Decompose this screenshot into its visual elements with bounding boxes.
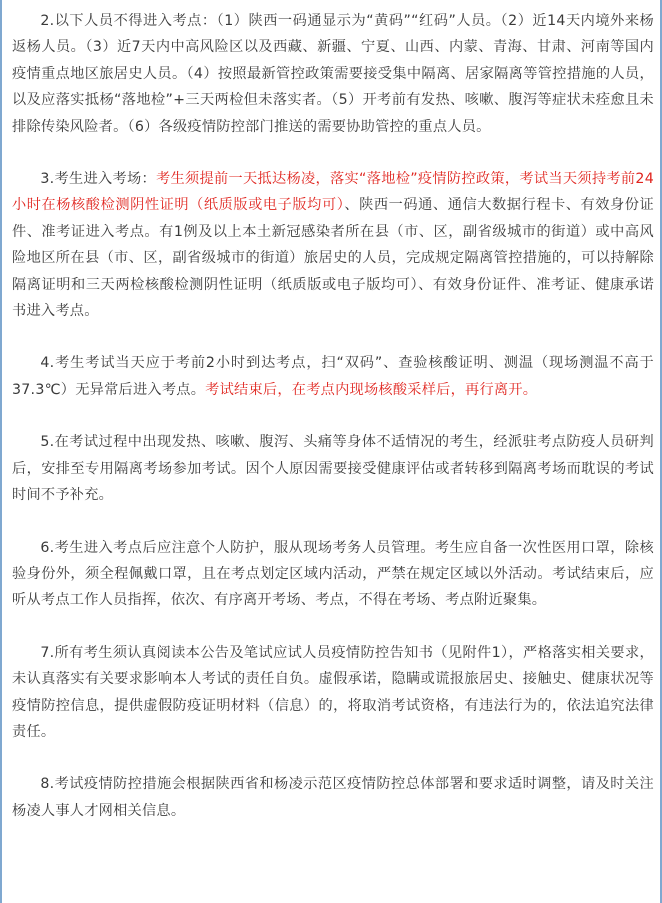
body-text: 8.考试疫情防控措施会根据陕西省和杨凌示范区疫情防控总体部署和要求适时调整，请及时关注杨凌人事人才网相关信息。 — [12, 776, 654, 819]
paragraph-spacer — [12, 324, 654, 350]
paragraph-item-7 — [12, 640, 654, 746]
body-text: 6.考生进入考点后应注意个人防护，服从现场考务人员管理。考生应自备一次性医用口罩，除核验身份外，须全程佩戴口罩，且在考点划定区域内活动，严禁在规定区域以外活动。考试结束后，应听从考点工作人员指挥，依次、有序离开考场、考点，不得在考场、考点附近聚集。 — [12, 539, 654, 609]
paragraph-item-8 — [12, 771, 654, 824]
paragraph-spacer — [12, 745, 654, 771]
paragraph-item-2 — [12, 8, 654, 140]
body-text: 5.在考试过程中出现发热、咳嗽、腹泻、头痛等身体不适情况的考生，经派驻考点防疫人员研判后，安排至专用隔离考场参加考试。因个人原因需要接受健康评估或者转移到隔离考场而耽误的考试时间不予补充。 — [12, 434, 654, 504]
paragraph-item-4 — [12, 350, 654, 403]
body-text: 4.考生考试当天应于考前2小时到达考点，扫“双码”、查验核酸证明、测温（现场测温不高于37.3℃）无异常后进入考点。 — [12, 355, 654, 398]
paragraph-item-6 — [12, 535, 654, 614]
paragraph-spacer — [12, 509, 654, 535]
notice-body — [12, 8, 654, 824]
body-text: 3.考生进入考场： — [40, 171, 157, 188]
paragraph-spacer — [12, 140, 654, 166]
body-text: 2.以下人员不得进入考点：（1）陕西一码通显示为“黄码”“红码”人员。（2）近14天内境外来杨返杨人员。（3）近7天内中高风险区以及西藏、新疆、宁夏、山西、内蒙、青海、甘肃、河南等国内疫情重点地区旅居史人员。（4）按照最新管控政策需要接受集中隔离、居家隔离等管控措施的人员，以及应落实抵杨“落地检”+三天两检但未落实者。（5）开考前有发热、咳嗽、腹泻等症状未痊愈且未排除传染风险者。（6）各级疫情防控部门推送的需要协助管控的重点人员。 — [12, 13, 654, 135]
highlighted-text: 考试结束后，在考点内现场核酸采样后，再行离开。 — [205, 381, 538, 398]
paragraph-spacer — [12, 614, 654, 640]
paragraph-item-5 — [12, 429, 654, 508]
body-text: 、陕西一码通、通信大数据行程卡、有效身份证件、准考证进入考点。有1例及以上本土新冠感染者所在县（市、区，副省级城市的街道）或中高风险地区所在县（市、区，副省级城市的街道）旅居史的人员，完成规定隔离管控措施的，可以持解除隔离证明和三天两检核酸检测阴性证明（纸质版或电子版均可）、有效身份证件、准考证、健康承诺书进入考点。 — [12, 197, 654, 320]
highlighted-text: 考生须提前一天抵达杨凌，落实“落地检”疫情防控政策，考试当天须持考前24小时在杨核酸检测阴性证明（纸质版或电子版均可） — [12, 171, 654, 214]
paragraph-item-3 — [12, 166, 654, 324]
left-border — [0, 0, 2, 903]
paragraph-spacer — [12, 403, 654, 429]
body-text: 7.所有考生须认真阅读本公告及笔试应试人员疫情防控告知书（见附件1），严格落实相关要求，未认真落实有关要求影响本人考试的责任自负。虚假承诺，隐瞒或谎报旅居史、接触史、健康状况等疫情防控信息，提供虚假防疫证明材料（信息）的，将取消考试资格，有违法行为的，依法追究法律责任。 — [12, 644, 654, 740]
